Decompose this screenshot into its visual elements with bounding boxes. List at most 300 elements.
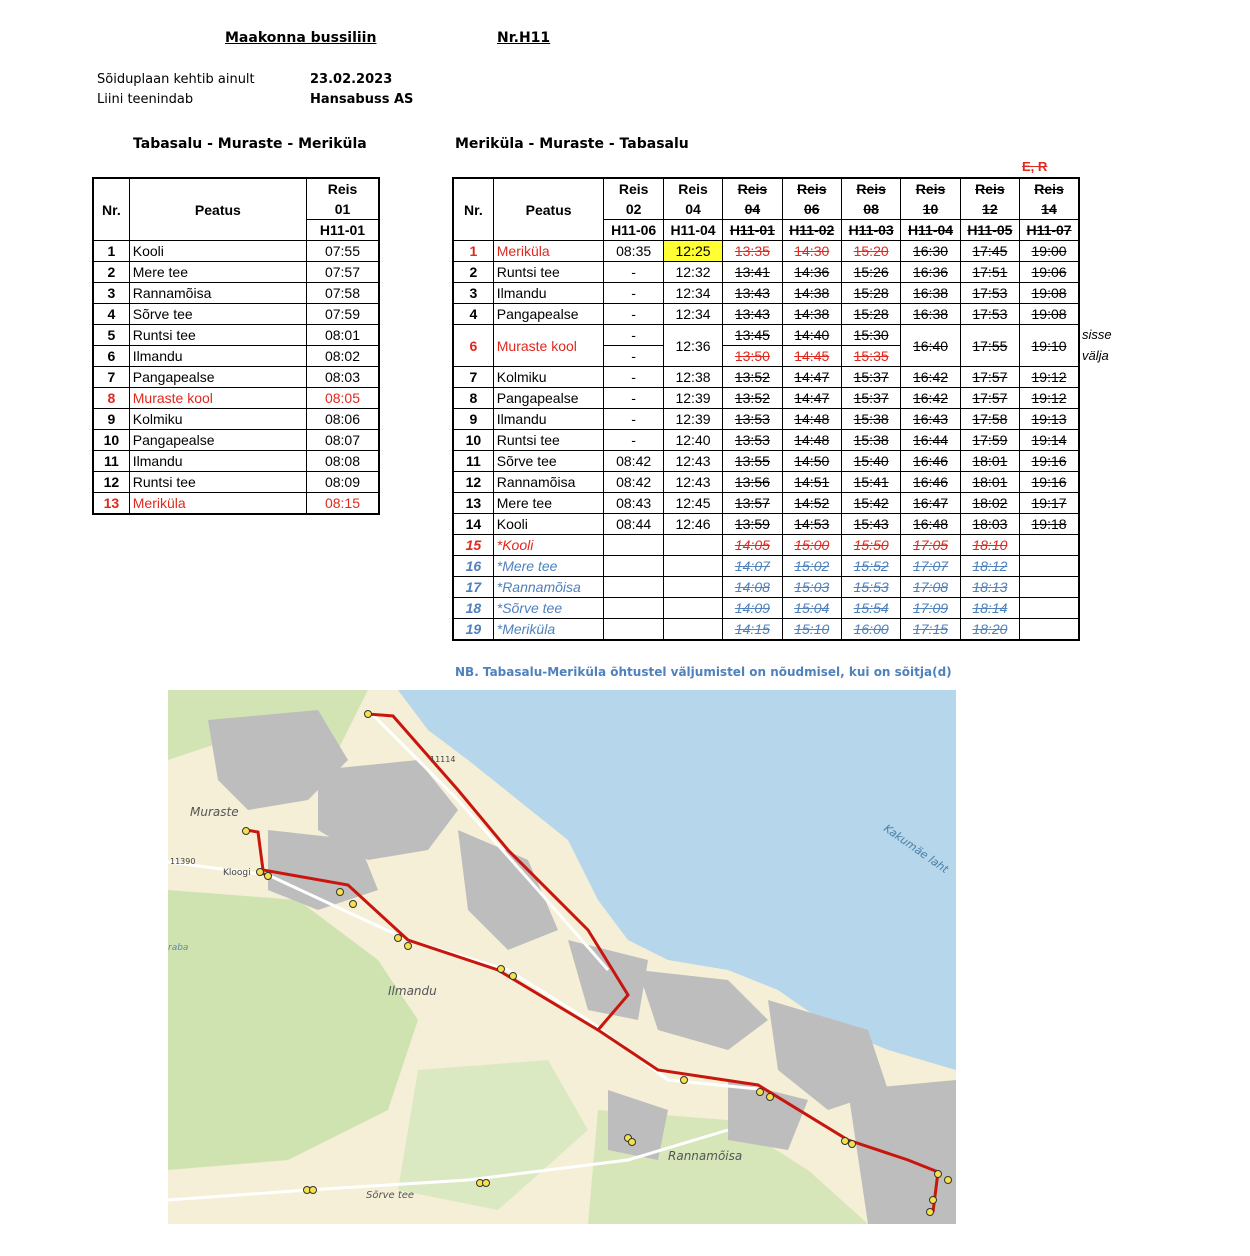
departure-time: 18:10	[960, 535, 1019, 556]
departure-time: 19:06	[1020, 262, 1079, 283]
table-row	[453, 598, 1079, 619]
stop-name: Runtsi tee	[493, 262, 604, 283]
departure-time: 18:01	[960, 451, 1019, 472]
table-row	[453, 493, 1079, 514]
departure-time: 12:43	[663, 451, 722, 472]
departure-time	[663, 577, 722, 598]
departure-time: 08:44	[604, 514, 663, 535]
departure-time: 17:57	[960, 367, 1019, 388]
departure-time: 08:35	[604, 241, 663, 262]
arrival-time: 14:40	[782, 325, 841, 346]
trip-number: 10	[901, 199, 960, 220]
stop-number: 7	[93, 367, 129, 388]
on-demand-note: NB. Tabasalu-Meriküla õhtustel väljumistel on nõudmisel, kui on sõitja(d)	[455, 665, 952, 679]
trip-number: 14	[1020, 199, 1079, 220]
muraste-in-label: sisse	[1082, 327, 1112, 342]
departure-time	[1020, 577, 1079, 598]
table-row	[453, 304, 1079, 325]
departure-time: 14:08	[723, 577, 782, 598]
departure-time: 08:07	[306, 430, 379, 451]
table-row	[93, 241, 379, 262]
table-row	[453, 472, 1079, 493]
table-row	[93, 430, 379, 451]
departure-time: 12:45	[663, 493, 722, 514]
departure-time: 12:34	[663, 283, 722, 304]
stop-number: 14	[453, 514, 493, 535]
stop-number: 10	[453, 430, 493, 451]
table-row	[453, 325, 1079, 346]
stop-number: 13	[93, 493, 129, 515]
departure-time: 07:55	[306, 241, 379, 262]
departure-time: 13:53	[723, 430, 782, 451]
departure-time: 12:25	[663, 241, 722, 262]
stop-number: 15	[453, 535, 493, 556]
stop-name: Kolmiku	[493, 367, 604, 388]
stop-name: Muraste kool	[129, 388, 306, 409]
departure-time: 13:35	[723, 241, 782, 262]
departure-time: 08:03	[306, 367, 379, 388]
departure-time: 12:40	[663, 430, 722, 451]
departure-time: 17:57	[960, 388, 1019, 409]
col-header-stop: Peatus	[129, 178, 306, 241]
trip-label: Reis	[901, 178, 960, 199]
departure-time: 13:56	[723, 472, 782, 493]
departure-time: 14:47	[782, 388, 841, 409]
table-row	[453, 262, 1079, 283]
stop-number: 1	[453, 241, 493, 262]
departure-time: -	[604, 304, 663, 325]
departure-time: 16:38	[901, 304, 960, 325]
arrival-time: 13:45	[723, 325, 782, 346]
stop-number: 3	[93, 283, 129, 304]
stop-number: 11	[453, 451, 493, 472]
table-row	[93, 472, 379, 493]
departure-time: 17:55	[960, 325, 1019, 367]
departure-time: 19:16	[1020, 451, 1079, 472]
departure-time: 08:08	[306, 451, 379, 472]
stop-number: 12	[93, 472, 129, 493]
departure-time: 13:53	[723, 409, 782, 430]
stop-name: *Sõrve tee	[493, 598, 604, 619]
departure-time: 17:59	[960, 430, 1019, 451]
departure-time: 12:46	[663, 514, 722, 535]
trip-number: 12	[960, 199, 1019, 220]
stop-name: Meriküla	[129, 493, 306, 515]
stop-name: Ilmandu	[493, 409, 604, 430]
table-row	[93, 388, 379, 409]
trip-code: H11-04	[663, 220, 722, 241]
map-label-road-11114: 11114	[430, 755, 456, 764]
departure-time: 08:09	[306, 472, 379, 493]
departure-time: 13:43	[723, 283, 782, 304]
departure-time: 14:50	[782, 451, 841, 472]
map-label-ilmandu: Ilmandu	[388, 984, 437, 998]
trip-label: Reis	[1020, 178, 1079, 199]
departure-time	[663, 619, 722, 641]
stop-name: Runtsi tee	[129, 472, 306, 493]
departure-time	[1020, 619, 1079, 641]
operator-label: Liini teenindab	[97, 92, 194, 107]
header-row	[453, 178, 1079, 199]
departure-time: 18:20	[960, 619, 1019, 641]
departure-time: 14:36	[782, 262, 841, 283]
table-row	[453, 535, 1079, 556]
departure-time: 15:43	[841, 514, 900, 535]
departure-time: 08:42	[604, 451, 663, 472]
departure-time: 12:32	[663, 262, 722, 283]
departure-time: 12:38	[663, 367, 722, 388]
departure-time: 17:58	[960, 409, 1019, 430]
departure-time: 15:28	[841, 304, 900, 325]
departure-time: 14:48	[782, 409, 841, 430]
stop-name: *Rannamõisa	[493, 577, 604, 598]
stop-number: 12	[453, 472, 493, 493]
departure-time: 15:04	[782, 598, 841, 619]
departure-time: 14:30	[782, 241, 841, 262]
stop-name: Mere tee	[493, 493, 604, 514]
stop-name: Ilmandu	[129, 451, 306, 472]
departure-time: 16:46	[901, 472, 960, 493]
departure-time: 13:41	[723, 262, 782, 283]
departure-time: 14:45	[782, 346, 841, 367]
departure-time: 15:35	[841, 346, 900, 367]
departure-time: 16:42	[901, 388, 960, 409]
trip-number: 02	[604, 199, 663, 220]
departure-time: 17:53	[960, 304, 1019, 325]
left-table-title: Tabasalu - Muraste - Meriküla	[133, 136, 367, 152]
departure-time: 16:42	[901, 367, 960, 388]
departure-time	[604, 535, 663, 556]
table-row	[453, 241, 1079, 262]
departure-time	[604, 598, 663, 619]
route-map	[168, 690, 956, 1224]
col-header-nr: Nr.	[453, 178, 493, 241]
departure-time: 16:43	[901, 409, 960, 430]
trip-number: 01	[306, 199, 379, 220]
table-row	[453, 619, 1079, 641]
muraste-out-label: välja	[1082, 348, 1109, 363]
valid-value: 23.02.2023	[310, 72, 393, 87]
departure-time: 12:39	[663, 388, 722, 409]
col-header-nr: Nr.	[93, 178, 129, 241]
departure-time: 13:55	[723, 451, 782, 472]
departure-time	[663, 556, 722, 577]
departure-time	[1020, 535, 1079, 556]
departure-time: 16:30	[901, 241, 960, 262]
stop-name: Sõrve tee	[493, 451, 604, 472]
trip-code: H11-01	[306, 220, 379, 241]
departure-time: 19:13	[1020, 409, 1079, 430]
departure-time: 17:05	[901, 535, 960, 556]
stop-name: Rannamõisa	[129, 283, 306, 304]
departure-time: 18:01	[960, 472, 1019, 493]
stop-number: 3	[453, 283, 493, 304]
departure-time: 19:00	[1020, 241, 1079, 262]
departure-time: 19:17	[1020, 493, 1079, 514]
trip-code: H11-03	[841, 220, 900, 241]
departure-time: 15:02	[782, 556, 841, 577]
departure-time	[1020, 598, 1079, 619]
table-row	[453, 409, 1079, 430]
arrival-time: 15:30	[841, 325, 900, 346]
departure-time: 14:38	[782, 304, 841, 325]
right-table-title: Meriküla - Muraste - Tabasalu	[455, 136, 689, 152]
table-row	[93, 283, 379, 304]
stop-number: 8	[93, 388, 129, 409]
stop-number: 18	[453, 598, 493, 619]
departure-time: 15:50	[841, 535, 900, 556]
departure-time: 19:08	[1020, 304, 1079, 325]
departure-time: 16:00	[841, 619, 900, 641]
trip-label: Reis	[604, 178, 663, 199]
departure-time: 14:15	[723, 619, 782, 641]
table-row	[453, 430, 1079, 451]
stop-number: 6	[93, 346, 129, 367]
departure-time: 16:44	[901, 430, 960, 451]
stop-number: 6	[453, 325, 493, 367]
map-label-kakumae: Kakumäe laht	[881, 821, 951, 876]
stop-name: Pangapealse	[493, 304, 604, 325]
departure-time: 12:34	[663, 304, 722, 325]
table-row	[93, 346, 379, 367]
departure-time: 15:53	[841, 577, 900, 598]
stop-name: Meriküla	[493, 241, 604, 262]
table-row	[93, 493, 379, 515]
arrival-time: -	[604, 325, 663, 346]
departure-time: 13:59	[723, 514, 782, 535]
stop-name: Pangapealse	[493, 388, 604, 409]
map-label-muraste: Muraste	[190, 805, 239, 819]
stop-number: 4	[453, 304, 493, 325]
valid-label: Sõiduplaan kehtib ainult	[97, 72, 255, 87]
departure-time: 07:58	[306, 283, 379, 304]
departure-time: -	[604, 367, 663, 388]
stop-number: 9	[453, 409, 493, 430]
departure-time: 14:51	[782, 472, 841, 493]
stop-name: Ilmandu	[493, 283, 604, 304]
departure-time: 18:13	[960, 577, 1019, 598]
col-header-stop: Peatus	[493, 178, 604, 241]
trip-number: 06	[782, 199, 841, 220]
departure-time: 14:07	[723, 556, 782, 577]
map-label-rannamoisa: Rannamõisa	[668, 1149, 743, 1163]
departure-time: 14:05	[723, 535, 782, 556]
departure-time: 08:42	[604, 472, 663, 493]
departure-time: 14:38	[782, 283, 841, 304]
departure-time: 15:00	[782, 535, 841, 556]
departure-time: 15:42	[841, 493, 900, 514]
departure-time: 13:57	[723, 493, 782, 514]
days-note: E, R	[1022, 159, 1048, 174]
trip-label: Reis	[841, 178, 900, 199]
departure-time: -	[604, 409, 663, 430]
departure-time	[604, 556, 663, 577]
departure-time: 19:10	[1020, 325, 1079, 367]
departure-time: 08:02	[306, 346, 379, 367]
table-row	[93, 325, 379, 346]
departure-time	[1020, 556, 1079, 577]
table-row	[93, 409, 379, 430]
stop-number: 2	[93, 262, 129, 283]
stop-name: Runtsi tee	[493, 430, 604, 451]
departure-time: 14:48	[782, 430, 841, 451]
departure-time: 19:16	[1020, 472, 1079, 493]
departure-time: -	[604, 430, 663, 451]
departure-time: 17:07	[901, 556, 960, 577]
operator-value: Hansabuss AS	[310, 92, 414, 107]
stop-number: 8	[453, 388, 493, 409]
stop-name: Kooli	[493, 514, 604, 535]
departure-time: 15:37	[841, 388, 900, 409]
stop-number: 11	[93, 451, 129, 472]
departure-time: 19:12	[1020, 367, 1079, 388]
trip-number: 04	[723, 199, 782, 220]
trip-code: H11-05	[960, 220, 1019, 241]
map-label-raba: raba	[168, 943, 189, 953]
departure-time: 17:45	[960, 241, 1019, 262]
departure-time: 17:53	[960, 283, 1019, 304]
trip-label: Reis	[306, 178, 379, 199]
departure-time: 17:15	[901, 619, 960, 641]
stop-number: 7	[453, 367, 493, 388]
trip-code: H11-02	[782, 220, 841, 241]
departure-time: 12:43	[663, 472, 722, 493]
table-row	[93, 367, 379, 388]
stop-name: Muraste kool	[493, 325, 604, 367]
stop-name: Mere tee	[129, 262, 306, 283]
stop-name: Pangapealse	[129, 367, 306, 388]
table-row	[453, 283, 1079, 304]
trip-code: H11-04	[901, 220, 960, 241]
trip-number: 08	[841, 199, 900, 220]
trip-code: H11-07	[1020, 220, 1079, 241]
departure-time: 16:47	[901, 493, 960, 514]
departure-time: 16:46	[901, 451, 960, 472]
departure-time: 15:37	[841, 367, 900, 388]
departure-time: 15:20	[841, 241, 900, 262]
table-row	[93, 304, 379, 325]
departure-time: 15:54	[841, 598, 900, 619]
stop-number: 5	[93, 325, 129, 346]
stop-number: 16	[453, 556, 493, 577]
departure-time: 16:40	[901, 325, 960, 367]
departure-time: 12:36	[663, 325, 722, 367]
departure-time: 19:08	[1020, 283, 1079, 304]
departure-time	[663, 598, 722, 619]
departure-time: 16:38	[901, 283, 960, 304]
departure-time: 15:28	[841, 283, 900, 304]
departure-time: 15:41	[841, 472, 900, 493]
stop-name: Ilmandu	[129, 346, 306, 367]
departure-time: 19:14	[1020, 430, 1079, 451]
stop-name: Runtsi tee	[129, 325, 306, 346]
departure-time: 18:14	[960, 598, 1019, 619]
departure-time: 16:48	[901, 514, 960, 535]
page-title: Maakonna bussiliin	[225, 30, 377, 46]
table-row	[453, 451, 1079, 472]
stop-number: 10	[93, 430, 129, 451]
right-timetable	[452, 177, 1080, 641]
departure-time	[604, 577, 663, 598]
departure-time: 15:10	[782, 619, 841, 641]
left-timetable	[92, 177, 380, 515]
departure-time: 17:51	[960, 262, 1019, 283]
departure-time: 15:26	[841, 262, 900, 283]
departure-time: 08:06	[306, 409, 379, 430]
trip-label: Reis	[960, 178, 1019, 199]
stop-name: Kolmiku	[129, 409, 306, 430]
departure-time: -	[604, 262, 663, 283]
stop-number: 9	[93, 409, 129, 430]
departure-time: 15:03	[782, 577, 841, 598]
departure-time: 14:53	[782, 514, 841, 535]
line-number: Nr.H11	[497, 30, 551, 46]
departure-time: 15:38	[841, 430, 900, 451]
trip-label: Reis	[782, 178, 841, 199]
departure-time: 15:40	[841, 451, 900, 472]
departure-time: 13:50	[723, 346, 782, 367]
departure-time: 17:09	[901, 598, 960, 619]
table-row	[453, 388, 1079, 409]
map-label-kloogi: Kloogi	[223, 868, 251, 878]
departure-time: 15:38	[841, 409, 900, 430]
table-row	[93, 262, 379, 283]
departure-time: 14:52	[782, 493, 841, 514]
departure-time: 18:12	[960, 556, 1019, 577]
departure-time	[604, 619, 663, 641]
trip-number: 04	[663, 199, 722, 220]
table-row	[93, 451, 379, 472]
stop-name: Kooli	[129, 241, 306, 262]
table-row	[453, 556, 1079, 577]
trip-label: Reis	[723, 178, 782, 199]
departure-time: 18:02	[960, 493, 1019, 514]
stop-name: *Mere tee	[493, 556, 604, 577]
departure-time: 08:15	[306, 493, 379, 515]
departure-time: 14:09	[723, 598, 782, 619]
table-row	[453, 514, 1079, 535]
departure-time: 08:05	[306, 388, 379, 409]
stop-name: Pangapealse	[129, 430, 306, 451]
stop-number: 4	[93, 304, 129, 325]
departure-time: 13:43	[723, 304, 782, 325]
departure-time: 14:47	[782, 367, 841, 388]
stop-number: 2	[453, 262, 493, 283]
departure-time: 16:36	[901, 262, 960, 283]
trip-code: H11-06	[604, 220, 663, 241]
departure-time: 07:59	[306, 304, 379, 325]
stop-number: 13	[453, 493, 493, 514]
departure-time: 08:01	[306, 325, 379, 346]
stop-name: Rannamõisa	[493, 472, 604, 493]
departure-time: 15:52	[841, 556, 900, 577]
table-row	[453, 367, 1079, 388]
departure-time: -	[604, 283, 663, 304]
departure-time: 08:43	[604, 493, 663, 514]
departure-time	[663, 535, 722, 556]
stop-number: 1	[93, 241, 129, 262]
departure-time: 19:18	[1020, 514, 1079, 535]
departure-time: 13:52	[723, 388, 782, 409]
stop-number: 17	[453, 577, 493, 598]
departure-time: 13:52	[723, 367, 782, 388]
departure-time: 12:39	[663, 409, 722, 430]
stop-name: Sõrve tee	[129, 304, 306, 325]
departure-time: -	[604, 346, 663, 367]
stop-name: *Meriküla	[493, 619, 604, 641]
departure-time: 17:08	[901, 577, 960, 598]
stop-name: *Kooli	[493, 535, 604, 556]
